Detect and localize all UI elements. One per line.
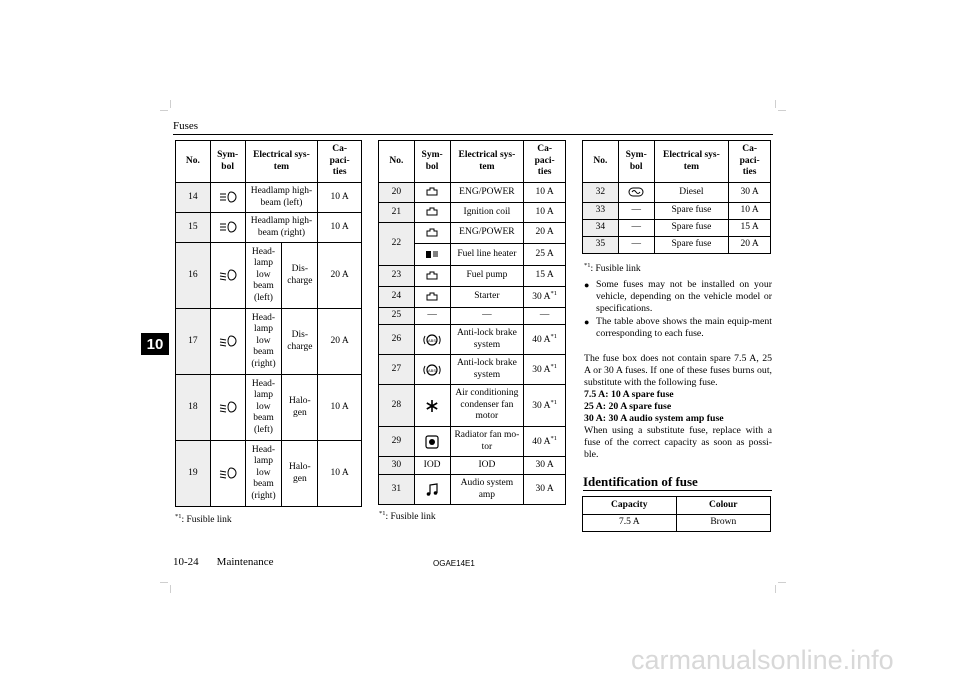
spare-line: 7.5 A: 10 A spare fuse bbox=[584, 389, 674, 400]
fuse-capacity: 20 A bbox=[729, 237, 771, 254]
header-rule bbox=[173, 134, 773, 135]
fuse-capacity: 10 A bbox=[729, 203, 771, 220]
table-row bbox=[583, 237, 771, 254]
fuse-system: Spare fuse bbox=[654, 237, 729, 254]
fuse-system: Head-lamp low beam (right) bbox=[245, 441, 282, 507]
fuse-capacity: 15 A bbox=[729, 220, 771, 237]
headlamp-low-icon bbox=[210, 441, 245, 507]
radiator-fan-icon bbox=[414, 427, 450, 457]
table-row bbox=[176, 243, 362, 309]
fuse-symbol: IOD bbox=[414, 457, 450, 475]
fuse-capacity: 20 A bbox=[318, 309, 362, 375]
table-row bbox=[176, 309, 362, 375]
fuse-symbol: — bbox=[618, 203, 654, 220]
fuse-system: Ignition coil bbox=[450, 203, 524, 223]
paragraph: When using a substitute fuse, replace with a fuse of the correct capacity as soon as possi-ble. bbox=[584, 425, 772, 460]
section-rule bbox=[583, 490, 772, 491]
fuse-capacity: 25 A bbox=[524, 244, 566, 266]
fuse-capacity: 30 A bbox=[524, 475, 566, 505]
fuse-colour-table bbox=[582, 496, 771, 532]
col-system: Electrical sys- tem bbox=[654, 141, 729, 183]
fuse-no: 17 bbox=[176, 309, 211, 375]
col-no: No. bbox=[176, 141, 211, 183]
fuse-capacity: 30 A bbox=[524, 457, 566, 475]
spare-line: 30 A: 30 A audio system amp fuse bbox=[584, 413, 724, 424]
running-header: Fuses bbox=[173, 120, 199, 132]
crop-mark bbox=[778, 582, 786, 583]
fuse-system: IOD bbox=[450, 457, 524, 475]
fuse-no: 22 bbox=[379, 223, 415, 266]
fuse-system: ENG/POWER bbox=[450, 223, 524, 244]
crop-mark bbox=[160, 582, 168, 583]
fuse-capacity: 30 A$^{*1}$ bbox=[524, 355, 566, 385]
fuse-no: 20 bbox=[379, 183, 415, 203]
col-capacity: Ca- paci- ties bbox=[524, 141, 566, 183]
fuse-system: Spare fuse bbox=[654, 220, 729, 237]
headlamp-low-icon bbox=[210, 309, 245, 375]
col-symbol: Sym- bol bbox=[414, 141, 450, 183]
headlamp-high-icon bbox=[210, 213, 245, 243]
engine-icon bbox=[414, 266, 450, 287]
table-row bbox=[583, 203, 771, 220]
engine-icon bbox=[414, 183, 450, 203]
fuse-capacity: — bbox=[524, 308, 566, 325]
crop-mark bbox=[170, 585, 171, 593]
crop-mark bbox=[775, 585, 776, 593]
bullet-icon: ● bbox=[584, 317, 590, 327]
headlamp-low-icon bbox=[210, 243, 245, 309]
fuse-table-3 bbox=[582, 140, 771, 254]
spare-line: 25 A: 20 A spare fuse bbox=[584, 401, 672, 412]
colour-cell: Brown bbox=[676, 515, 770, 532]
fuse-capacity: 20 A bbox=[318, 243, 362, 309]
fuse-no: 29 bbox=[379, 427, 415, 457]
fuse-capacity: 10 A bbox=[524, 203, 566, 223]
col-symbol: Sym- bol bbox=[210, 141, 245, 183]
headlamp-low-icon bbox=[210, 375, 245, 441]
footnote-2: $^{*1}$: Fusible link bbox=[379, 510, 436, 523]
col-no: No. bbox=[583, 141, 619, 183]
fuse-capacity: 20 A bbox=[524, 223, 566, 244]
table-row bbox=[176, 441, 362, 507]
fuse-system: Headlamp high-beam (right) bbox=[245, 213, 318, 243]
fuse-system: Audio system amp bbox=[450, 475, 524, 505]
fuse-no: 18 bbox=[176, 375, 211, 441]
fuse-no: 30 bbox=[379, 457, 415, 475]
table-row bbox=[379, 203, 566, 223]
fuse-capacity: 10 A bbox=[318, 213, 362, 243]
lamp-type: Halo-gen bbox=[282, 441, 318, 507]
fuse-no: 21 bbox=[379, 203, 415, 223]
fuse-system: Spare fuse bbox=[654, 203, 729, 220]
fuse-system: Head-lamp low beam (left) bbox=[245, 375, 282, 441]
fuse-no: 23 bbox=[379, 266, 415, 287]
lamp-type: Dis-charge bbox=[282, 309, 318, 375]
ac-fan-icon bbox=[414, 385, 450, 427]
fuse-capacity: 30 A$^{*1}$ bbox=[524, 287, 566, 308]
table-row bbox=[379, 183, 566, 203]
fuse-no: 31 bbox=[379, 475, 415, 505]
table-row bbox=[379, 457, 566, 475]
table-row bbox=[379, 355, 566, 385]
fuse-no: 26 bbox=[379, 325, 415, 355]
fuse-system: Starter bbox=[450, 287, 524, 308]
col-capacity: Capacity bbox=[583, 497, 677, 515]
spare-fuse-text bbox=[584, 353, 772, 461]
crop-mark bbox=[778, 110, 786, 111]
list-item: ● The table above shows the main equip-ment corresponding to each fuse. bbox=[584, 316, 772, 339]
table-row bbox=[379, 266, 566, 287]
fuse-no: 32 bbox=[583, 183, 619, 203]
list-item: ● Some fuses may not be installed on your vehicle, depending on the vehicle model or specifications. bbox=[584, 279, 772, 314]
fuse-system: Anti-lock brake system bbox=[450, 325, 524, 355]
table-row bbox=[176, 213, 362, 243]
fuse-capacity: 10 A bbox=[318, 183, 362, 213]
table-row bbox=[583, 515, 771, 532]
table-row bbox=[379, 385, 566, 427]
fuse-system: Head-lamp low beam (left) bbox=[245, 243, 282, 309]
fuse-no: 35 bbox=[583, 237, 619, 254]
page-footer bbox=[173, 556, 291, 568]
col-capacity: Ca- paci- ties bbox=[729, 141, 771, 183]
crop-mark bbox=[170, 100, 171, 108]
fuse-no: 34 bbox=[583, 220, 619, 237]
fuse-capacity: 40 A$^{*1}$ bbox=[524, 427, 566, 457]
fuse-system: Radiator fan mo-tor bbox=[450, 427, 524, 457]
lamp-type: Halo-gen bbox=[282, 375, 318, 441]
footnote-1: $^{*1}$: Fusible link bbox=[175, 513, 232, 526]
fuse-no: 28 bbox=[379, 385, 415, 427]
notes-list bbox=[584, 279, 772, 341]
fuse-no: 19 bbox=[176, 441, 211, 507]
table-row bbox=[379, 287, 566, 308]
table-row bbox=[176, 375, 362, 441]
engine-icon bbox=[414, 287, 450, 308]
fuse-no: 14 bbox=[176, 183, 211, 213]
fuse-table-1 bbox=[175, 140, 362, 507]
fuse-no: 33 bbox=[583, 203, 619, 220]
svg-text:ABS: ABS bbox=[428, 337, 437, 343]
headlamp-high-icon bbox=[210, 183, 245, 213]
table-row bbox=[583, 220, 771, 237]
table-row bbox=[379, 308, 566, 325]
fuse-table-2 bbox=[378, 140, 566, 505]
fuse-symbol: — bbox=[618, 237, 654, 254]
fuse-no: 27 bbox=[379, 355, 415, 385]
lamp-type: Dis-charge bbox=[282, 243, 318, 309]
fuse-symbol: — bbox=[618, 220, 654, 237]
engine-icon bbox=[414, 223, 450, 244]
fuse-no: 25 bbox=[379, 308, 415, 325]
section-title: Identification of fuse bbox=[583, 474, 698, 489]
col-system: Electrical sys- tem bbox=[245, 141, 318, 183]
fuse-capacity: 40 A$^{*1}$ bbox=[524, 325, 566, 355]
col-system: Electrical sys- tem bbox=[450, 141, 524, 183]
fuse-capacity: 15 A bbox=[524, 266, 566, 287]
svg-text:ABS: ABS bbox=[428, 367, 437, 373]
table-row bbox=[379, 475, 566, 505]
fuse-system: Fuel line heater bbox=[450, 244, 524, 266]
fuse-system: ENG/POWER bbox=[450, 183, 524, 203]
abs-icon bbox=[414, 355, 450, 385]
fuse-no: 15 bbox=[176, 213, 211, 243]
table-row bbox=[379, 325, 566, 355]
bullet-icon: ● bbox=[584, 280, 590, 290]
page-number: 10-24 bbox=[173, 556, 199, 568]
footnote-3: $^{*1}$: Fusible link bbox=[584, 262, 641, 275]
col-no: No. bbox=[379, 141, 415, 183]
fuse-capacity: 10 A bbox=[318, 375, 362, 441]
abs-icon bbox=[414, 325, 450, 355]
fuse-system: Headlamp high-beam (left) bbox=[245, 183, 318, 213]
col-symbol: Sym- bol bbox=[618, 141, 654, 183]
capacity-cell: 7.5 A bbox=[583, 515, 677, 532]
crop-mark bbox=[775, 100, 776, 108]
fuse-system: — bbox=[450, 308, 524, 325]
watermark: carmanualsonline.info bbox=[631, 645, 894, 675]
fuse-capacity: 30 A bbox=[729, 183, 771, 203]
fuse-no: 24 bbox=[379, 287, 415, 308]
fuse-system: Anti-lock brake system bbox=[450, 355, 524, 385]
fuse-capacity: 10 A bbox=[524, 183, 566, 203]
paragraph: The fuse box does not contain spare 7.5 A, 25 A or 30 A fuses. If one of these fuses burns out, substitute with the following fuse. bbox=[584, 353, 772, 388]
fuse-system: Air conditioning condenser fan motor bbox=[450, 385, 524, 427]
fuse-system: Head-lamp low beam (right) bbox=[245, 309, 282, 375]
engine-icon bbox=[414, 203, 450, 223]
col-colour: Colour bbox=[676, 497, 770, 515]
fuse-system: Fuel pump bbox=[450, 266, 524, 287]
col-capacity: Ca- paci- ties bbox=[318, 141, 362, 183]
table-row bbox=[176, 183, 362, 213]
crop-mark bbox=[160, 110, 168, 111]
chapter-name: Maintenance bbox=[216, 556, 274, 568]
fuse-capacity: 30 A$^{*1}$ bbox=[524, 385, 566, 427]
fuse-symbol: — bbox=[414, 308, 450, 325]
diesel-icon bbox=[618, 183, 654, 203]
fuse-no: 16 bbox=[176, 243, 211, 309]
table-row bbox=[379, 427, 566, 457]
chapter-tab: 10 bbox=[141, 333, 169, 355]
table-row bbox=[379, 223, 566, 244]
audio-icon bbox=[414, 475, 450, 505]
fuse-capacity: 10 A bbox=[318, 441, 362, 507]
fuse-heater-icon bbox=[414, 244, 450, 266]
doc-code: OGAE14E1 bbox=[433, 559, 475, 568]
fuse-system: Diesel bbox=[654, 183, 729, 203]
table-row bbox=[583, 183, 771, 203]
